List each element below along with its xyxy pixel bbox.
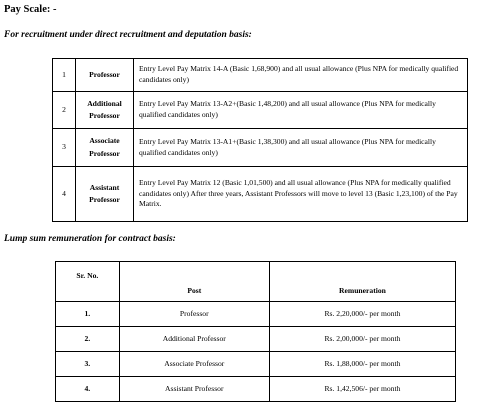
row-number: 3	[53, 129, 76, 167]
sr-no: 3.	[56, 352, 120, 377]
table-row	[53, 59, 468, 92]
post-name: Assistant Professor	[119, 377, 269, 402]
direct-recruitment-heading: For recruitment under direct recruitment and deputation basis:	[4, 30, 252, 40]
lump-sum-table	[55, 261, 456, 402]
post-name: Additional Professor	[76, 92, 134, 129]
remuneration: Rs. 1,42,506/- per month	[269, 377, 455, 402]
table-row	[56, 352, 456, 377]
lump-sum-heading: Lump sum remuneration for contract basis:	[4, 234, 176, 244]
post-name: Professor	[76, 59, 134, 92]
table-row	[56, 302, 456, 327]
table-row	[53, 129, 468, 167]
row-number: 4	[53, 167, 76, 222]
sr-no: 4.	[56, 377, 120, 402]
pay-description: Entry Level Pay Matrix 14-A (Basic 1,68,900) and all usual allowance (Plus NPA for medically qualified candidates only)	[134, 59, 468, 92]
post-name: Additional Professor	[119, 327, 269, 352]
post-header: Post	[119, 262, 269, 302]
post-name: Associate Professor	[76, 129, 134, 167]
remuneration: Rs. 1,88,000/- per month	[269, 352, 455, 377]
table-row	[56, 377, 456, 402]
pay-scale-table	[52, 58, 468, 222]
post-name: Professor	[119, 302, 269, 327]
remuneration: Rs. 2,00,000/- per month	[269, 327, 455, 352]
remuneration-header: Remuneration	[269, 262, 455, 302]
post-name: Assistant Professor	[76, 167, 134, 222]
sr-no-header: Sr. No.	[56, 262, 120, 302]
sr-no: 1.	[56, 302, 120, 327]
table-row	[53, 167, 468, 222]
pay-scale-heading: Pay Scale: -	[4, 4, 57, 15]
pay-description: Entry Level Pay Matrix 12 (Basic 1,01,500) and all usual allowance (Plus NPA for medically qualified candidates only) After three years, Assistant Professors will move to level 13 (Basic 1,23,100) of the Pay Matrix.	[134, 167, 468, 222]
table-row	[56, 327, 456, 352]
post-name: Associate Professor	[119, 352, 269, 377]
remuneration: Rs. 2,20,000/- per month	[269, 302, 455, 327]
pay-description: Entry Level Pay Matrix 13-A2+(Basic 1,48,200) and all usual allowance (Plus NPA for medically qualified candidates only)	[134, 92, 468, 129]
pay-description: Entry Level Pay Matrix 13-A1+(Basic 1,38,300) and all usual allowance (Plus NPA for medically qualified candidates only)	[134, 129, 468, 167]
row-number: 2	[53, 92, 76, 129]
table-row	[53, 92, 468, 129]
row-number: 1	[53, 59, 76, 92]
sr-no: 2.	[56, 327, 120, 352]
table-header-row	[56, 262, 456, 302]
